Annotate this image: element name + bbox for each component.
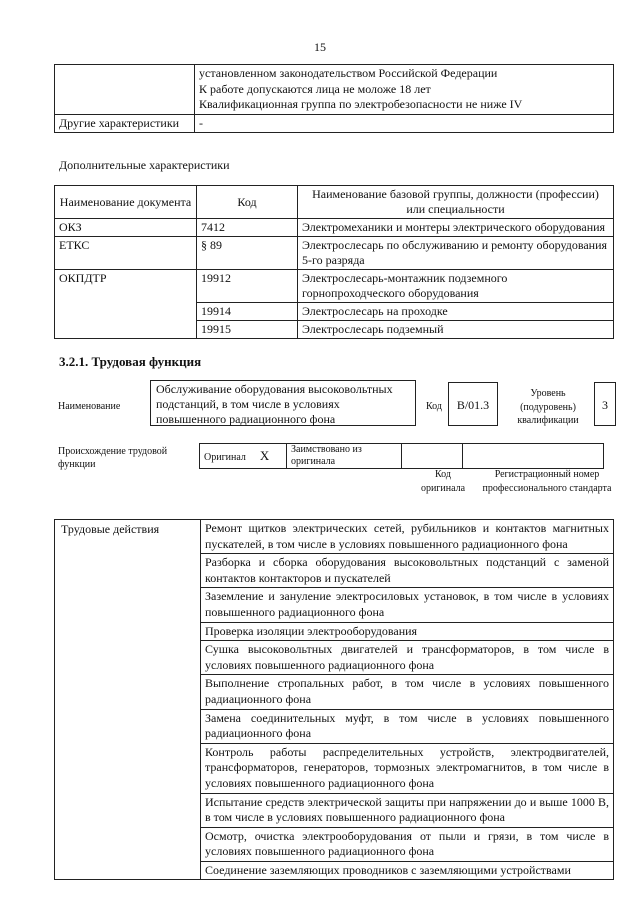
action-item: Контроль работы распределительных устройств, электродвигателей, трансформаторов, генераторов, тормозных электромагнитов, в том числе в условиях повышенного радиационного фона — [201, 743, 614, 793]
actions-table — [54, 519, 614, 880]
original-cell — [200, 444, 287, 469]
level-box: 3 — [594, 382, 616, 426]
function-name-label: Наименование — [58, 401, 121, 412]
code-label: Код — [426, 401, 442, 412]
cell-name: Электрослесарь-монтажник подземного горнопроходческого оборудования — [298, 270, 614, 303]
cell-code: 19912 — [197, 270, 298, 303]
cell-code: 19914 — [197, 303, 298, 321]
row-value — [195, 65, 614, 115]
action-item: Проверка изоляции электрооборудования — [201, 622, 614, 641]
action-item: Замена соединительных муфт, в том числе в условиях повышенного радиационного фона — [201, 709, 614, 743]
table-row — [55, 114, 614, 133]
code-box: B/01.3 — [448, 382, 498, 426]
cell-name: Электрослесарь по обслуживанию и ремонту оборудования 5-го разряда — [298, 237, 614, 270]
origin-label: Происхождение трудовой функции — [58, 446, 168, 470]
cell-doc: ОКЗ — [55, 219, 197, 237]
column-header: Код — [197, 186, 298, 219]
table-row — [55, 65, 614, 115]
row-label — [55, 65, 195, 115]
column-header: Наименование базовой группы, должности (профессии) или специальности — [298, 186, 614, 219]
actions-header: Трудовые действия — [55, 520, 201, 880]
table-row — [200, 444, 604, 469]
cell-doc: ЕТКС — [55, 237, 197, 270]
action-item: Осмотр, очистка электрооборудования от пыли и грязи, в том числе в условиях повышенного радиационного фона — [201, 827, 614, 861]
action-item: Разборка и сборка оборудования высоковольтных подстанций с заменой контактов контакторов и пускателей — [201, 554, 614, 588]
page-number: 15 — [314, 40, 326, 54]
function-name-box: Обслуживание оборудования высоковольтных подстанций, в том числе в условиях повышенного радиационного фона — [150, 380, 416, 426]
cell-name: Электромеханики и монтеры электрического оборудования — [298, 219, 614, 237]
code-original-label: Код оригинала — [420, 469, 466, 494]
reg-number-label: Регистрационный номер профессионального стандарта — [482, 469, 612, 494]
cell-code: 7412 — [197, 219, 298, 237]
cell-name: Электрослесарь на проходке — [298, 303, 614, 321]
section-title: 3.2.1. Трудовая функция — [59, 354, 202, 369]
borrowed-label: Заимствовано из оригинала — [287, 444, 402, 469]
cell-code: § 89 — [197, 237, 298, 270]
text-line: К работе допускаются лица не моложе 18 лет — [199, 81, 431, 96]
reg-number-cell — [463, 444, 604, 469]
cell-code: 19915 — [197, 321, 298, 339]
origin-table — [199, 443, 604, 469]
text-line: - — [199, 115, 203, 130]
action-item: Заземление и зануление электросиловых установок, в том числе в условиях повышенного радиационного фона — [201, 588, 614, 622]
text-line: Квалификационная группа по электробезопасности не ниже IV — [199, 97, 523, 112]
action-item: Сушка высоковольтных двигателей и трансформаторов, в том числе в условиях повышенного радиационного фона — [201, 641, 614, 675]
cell-doc: ОКПДТР — [55, 270, 197, 339]
original-label: Оригинал — [204, 451, 246, 463]
text-line: установленном законодательством Российской Федерации — [199, 66, 498, 80]
action-item: Выполнение стропальных работ, в том числе в условиях повышенного радиационного фона — [201, 675, 614, 709]
code-original-cell — [402, 444, 463, 469]
additional-heading: Дополнительные характеристики — [59, 158, 230, 172]
action-item: Соединение заземляющих проводников с заземляющими устройствами — [201, 861, 614, 880]
table-row — [55, 270, 614, 303]
original-mark: X — [259, 447, 270, 463]
table-header-row — [55, 186, 614, 219]
additional-table — [54, 185, 614, 339]
requirements-table — [54, 64, 614, 133]
level-label: Уровень (подуровень) квалификации — [517, 388, 579, 426]
table-row — [55, 219, 614, 237]
column-header: Наименование документа — [55, 186, 197, 219]
table-row — [55, 237, 614, 270]
row-value — [195, 114, 614, 133]
row-label: Другие характеристики — [55, 114, 195, 133]
cell-name: Электрослесарь подземный — [298, 321, 614, 339]
table-row — [55, 520, 614, 554]
action-item: Испытание средств электрической защиты при напряжении до и выше 1000 В, в том числе в условиях повышенного радиационного фона — [201, 793, 614, 827]
action-item: Ремонт щитков электрических сетей, рубильников и контактов магнитных пускателей, в том числе в условиях повышенного радиационного фона — [201, 520, 614, 554]
